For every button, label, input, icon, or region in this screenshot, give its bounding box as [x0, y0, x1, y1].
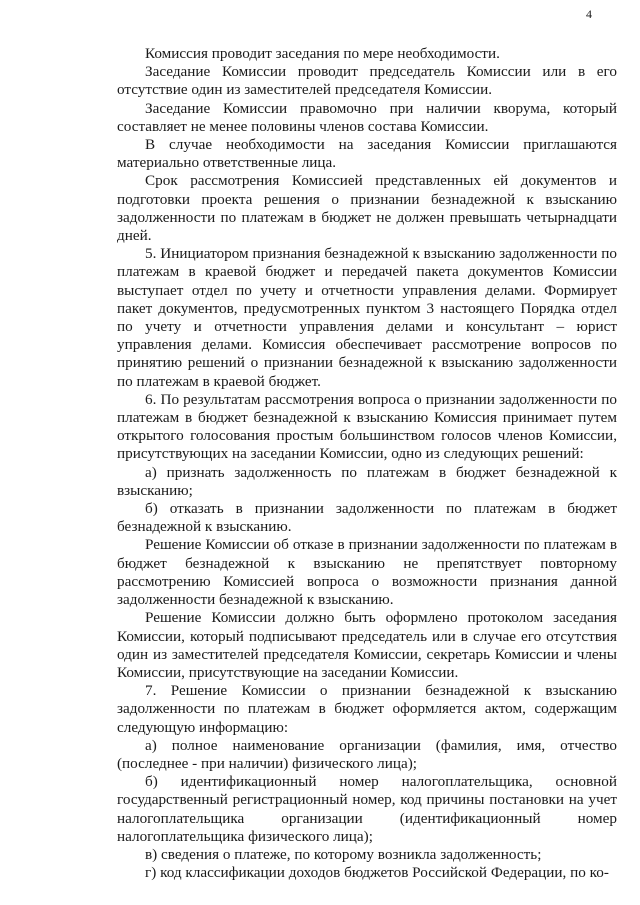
- paragraph: Заседание Комиссии правомочно при наличии кворума, который составляет не менее половины членов состава Комиссии.: [117, 99, 617, 135]
- list-item: а) признать задолженность по платежам в бюджет безнадежной к взысканию;: [117, 463, 617, 499]
- paragraph: Решение Комиссии должно быть оформлено протоколом заседания Комиссии, который подписывают председатель или в случае его отсутствия один из заместителей председателя Комиссии, секретарь Комиссии и члены Комиссии, присутствующие на заседании Комиссии.: [117, 609, 617, 681]
- document-body: [117, 45, 617, 882]
- paragraph: Заседание Комиссии проводит председатель Комиссии или в его отсутствие один из заместителей председателя Комиссии.: [117, 63, 617, 99]
- paragraph: Срок рассмотрения Комиссией представленных ей документов и подготовки проекта решения о признании безнадежной к взысканию задолженности по платежам в бюджет не должен превышать четырнадцати дней.: [117, 172, 617, 245]
- paragraph: 5. Инициатором признания безнадежной к взысканию задолженности по платежам в краевой бюджет и передачей пакета документов Комиссии выступает отдел по учету и отчетности управления делами. Формирует пакет документов, предусмотренных пунктом 3 настоящего Порядка отдел по учету и отчетности управления делами и консультант – юрист управления делами. Комиссия обеспечивает рассмотрение вопросов по принятию решений о признании безнадежной к взысканию задолженности по платежам в краевой бюджет.: [117, 245, 617, 390]
- list-item: а) полное наименование организации (фамилия, имя, отчество (последнее - при наличии) физического лица);: [117, 736, 617, 772]
- page-number: 4: [586, 7, 592, 21]
- list-item: г) код классификации доходов бюджетов Российской Федерации, по ко-: [145, 864, 609, 882]
- paragraph: Решение Комиссии об отказе в признании задолженности по платежам в бюджет безнадежной к взысканию не препятствует повторному рассмотрению Комиссией вопроса о возможности признания данной задолженности безнадежной к взысканию.: [117, 536, 617, 609]
- paragraph: 7. Решение Комиссии о признании безнадежной к взысканию задолженности по платежам в бюджет оформляется актом, содержащим следующую информацию:: [117, 682, 617, 736]
- paragraph: 6. По результатам рассмотрения вопроса о признании задолженности по платежам в бюджет безнадежной к взысканию Комиссия принимает путем открытого голосования простым большинством голосов членов Комиссии, присутствующих на заседании Комиссии, одно из следующих решений:: [117, 390, 617, 463]
- list-item: б) идентификационный номер налогоплательщика, основной государственный регистрационный номер, код причины постановки на учет налогоплательщика организации (идентификационный номер налогоплательщика физического лица);: [117, 773, 617, 845]
- list-item: в) сведения о платеже, по которому возникла задолженность;: [145, 845, 542, 863]
- paragraph: В случае необходимости на заседания Комиссии приглашаются материально ответственные лица.: [117, 136, 617, 172]
- paragraph: Комиссия проводит заседания по мере необходимости.: [145, 45, 500, 62]
- list-item: б) отказать в признании задолженности по платежам в бюджет безнадежной к взысканию.: [117, 500, 617, 536]
